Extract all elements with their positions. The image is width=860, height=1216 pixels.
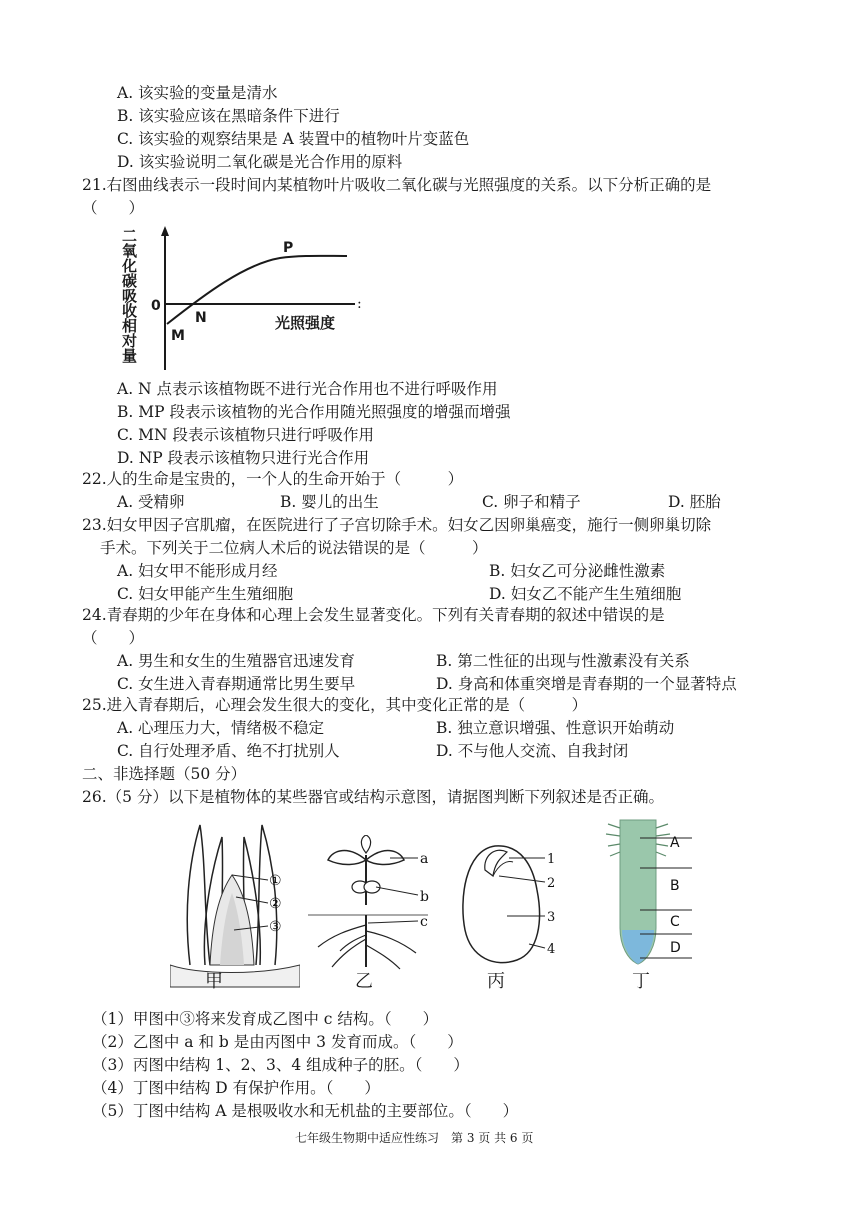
figure-yi-caption: 乙 [355, 971, 373, 992]
q20-option-b: B. 该实验应该在黑暗条件下进行 [117, 107, 340, 125]
q26-item-2: （2）乙图中 a 和 b 是由丙图中 3 发育而成。（ ） [92, 1033, 463, 1051]
q21-answer-paren: （ ） [82, 199, 145, 217]
q21-option-a: A. N 点表示该植物既不进行光合作用也不进行呼吸作用 [117, 380, 498, 398]
q26-item-4: （4）丁图中结构 D 有保护作用。（ ） [92, 1079, 380, 1097]
q21-option-c: C. MN 段表示该植物只进行呼吸作用 [117, 426, 375, 444]
q23-option-c: C. 妇女甲能产生生殖细胞 [117, 585, 294, 603]
q24-answer-paren: （ ） [82, 629, 145, 647]
q21-option-d: D. NP 段表示该植物只进行光合作用 [117, 449, 370, 467]
q24-option-b: B. 第二性征的出现与性激素没有关系 [436, 652, 690, 670]
page-footer: 七年级生物期中适应性练习 第 3 页 共 6 页 [295, 1131, 534, 1145]
q25-option-d: D. 不与他人交流、自我封闭 [436, 742, 629, 760]
bing-label-1: 1 [547, 852, 556, 867]
yi-label-a: a [420, 851, 429, 867]
ding-label-d: D [670, 940, 681, 956]
q25-option-c: C. 自行处理矛盾、绝不打扰别人 [117, 742, 340, 760]
q25-option-a: A. 心理压力大，情绪极不稳定 [117, 719, 325, 737]
figure-ding-caption: 丁 [632, 971, 650, 992]
figure-bing-bean-seed [455, 840, 565, 970]
q25-stem: 25.进入青春期后，心理会发生很大的变化，其中变化正常的是（ ） [82, 696, 588, 714]
q26-item-1: （1）甲图中③将来发育成乙图中 c 结构。（ ） [92, 1010, 439, 1028]
co2-light-graph [115, 224, 375, 372]
jia-label-2: ② [269, 896, 282, 912]
section-heading: 二、非选择题（50 分） [82, 765, 247, 783]
jia-label-1: ① [269, 873, 282, 889]
q23-option-a: A. 妇女甲不能形成月经 [117, 562, 278, 580]
svg-text::: : [357, 296, 362, 312]
q22-option-b: B. 婴儿的出生 [280, 493, 379, 511]
graph-x-label: 光照强度 [275, 314, 336, 332]
graph-point-n: N [195, 310, 207, 326]
q20-option-a: A. 该实验的变量是清水 [117, 84, 278, 102]
q21-option-b: B. MP 段表示该植物的光合作用随光照强度的增强而增强 [117, 403, 511, 421]
q23-option-d: D. 妇女乙不能产生生殖细胞 [489, 585, 682, 603]
q23-option-b: B. 妇女乙可分泌雌性激素 [489, 562, 666, 580]
q26-stem: 26.（5 分）以下是植物体的某些器官或结构示意图，请据图判断下列叙述是否正确。 [82, 788, 664, 806]
figure-jia-caption: 甲 [205, 971, 223, 992]
graph-point-p: P [283, 240, 294, 256]
figure-jia-shoot-apex [170, 815, 300, 995]
q22-option-d: D. 胚胎 [668, 493, 721, 511]
q24-stem: 24.青春期的少年在身体和心理上会发生显著变化。下列有关青春期的叙述中错误的是 [82, 606, 665, 624]
q24-option-d: D. 身高和体重突增是青春期的一个显著特点 [436, 675, 737, 693]
figure-yi-seedling [308, 835, 438, 975]
graph-point-m: M [171, 328, 185, 344]
q22-option-a: A. 受精卵 [117, 493, 185, 511]
q20-option-d: D. 该实验说明二氧化碳是光合作用的原料 [117, 153, 403, 171]
jia-label-3: ③ [269, 919, 282, 935]
q23-stem-line2: 手术。下列关于二位病人术后的说法错误的是（ ） [100, 539, 488, 557]
figure-ding-root-tip [600, 818, 700, 968]
figure-bing-caption: 丙 [487, 971, 505, 992]
q20-option-c: C. 该实验的观察结果是 A 装置中的植物叶片变蓝色 [117, 130, 470, 148]
q26-item-5: （5）丁图中结构 A 是根吸收水和无机盐的主要部位。（ ） [92, 1102, 519, 1120]
ding-label-a: A [670, 835, 680, 851]
yi-label-c: c [420, 914, 428, 930]
bing-label-3: 3 [547, 910, 556, 925]
q22-option-c: C. 卵子和精子 [482, 493, 581, 511]
graph-y-label: 二氧化碳吸收相对量 [120, 228, 138, 363]
q21-stem: 21.右图曲线表示一段时间内某植物叶片吸收二氧化碳与光照强度的关系。以下分析正确的是 [82, 176, 712, 194]
q24-option-c: C. 女生进入青春期通常比男生要早 [117, 675, 356, 693]
ding-label-c: C [670, 914, 680, 930]
q23-stem-line1: 23.妇女甲因子宫肌瘤，在医院进行了子宫切除手术。妇女乙因卵巢癌变，施行一侧卵巢切除 [82, 516, 712, 534]
yi-label-b: b [420, 889, 429, 905]
q24-option-a: A. 男生和女生的生殖器官迅速发育 [117, 652, 356, 670]
q26-item-3: （3）丙图中结构 1、2、3、4 组成种子的胚。（ ） [92, 1056, 469, 1074]
ding-label-b: B [670, 878, 680, 894]
q25-option-b: B. 独立意识增强、性意识开始萌动 [436, 719, 675, 737]
bing-label-2: 2 [547, 876, 556, 891]
graph-origin-label: 0 [151, 298, 161, 314]
q22-stem: 22.人的生命是宝贵的，一个人的生命开始于（ ） [82, 470, 464, 488]
bing-label-4: 4 [547, 942, 556, 957]
